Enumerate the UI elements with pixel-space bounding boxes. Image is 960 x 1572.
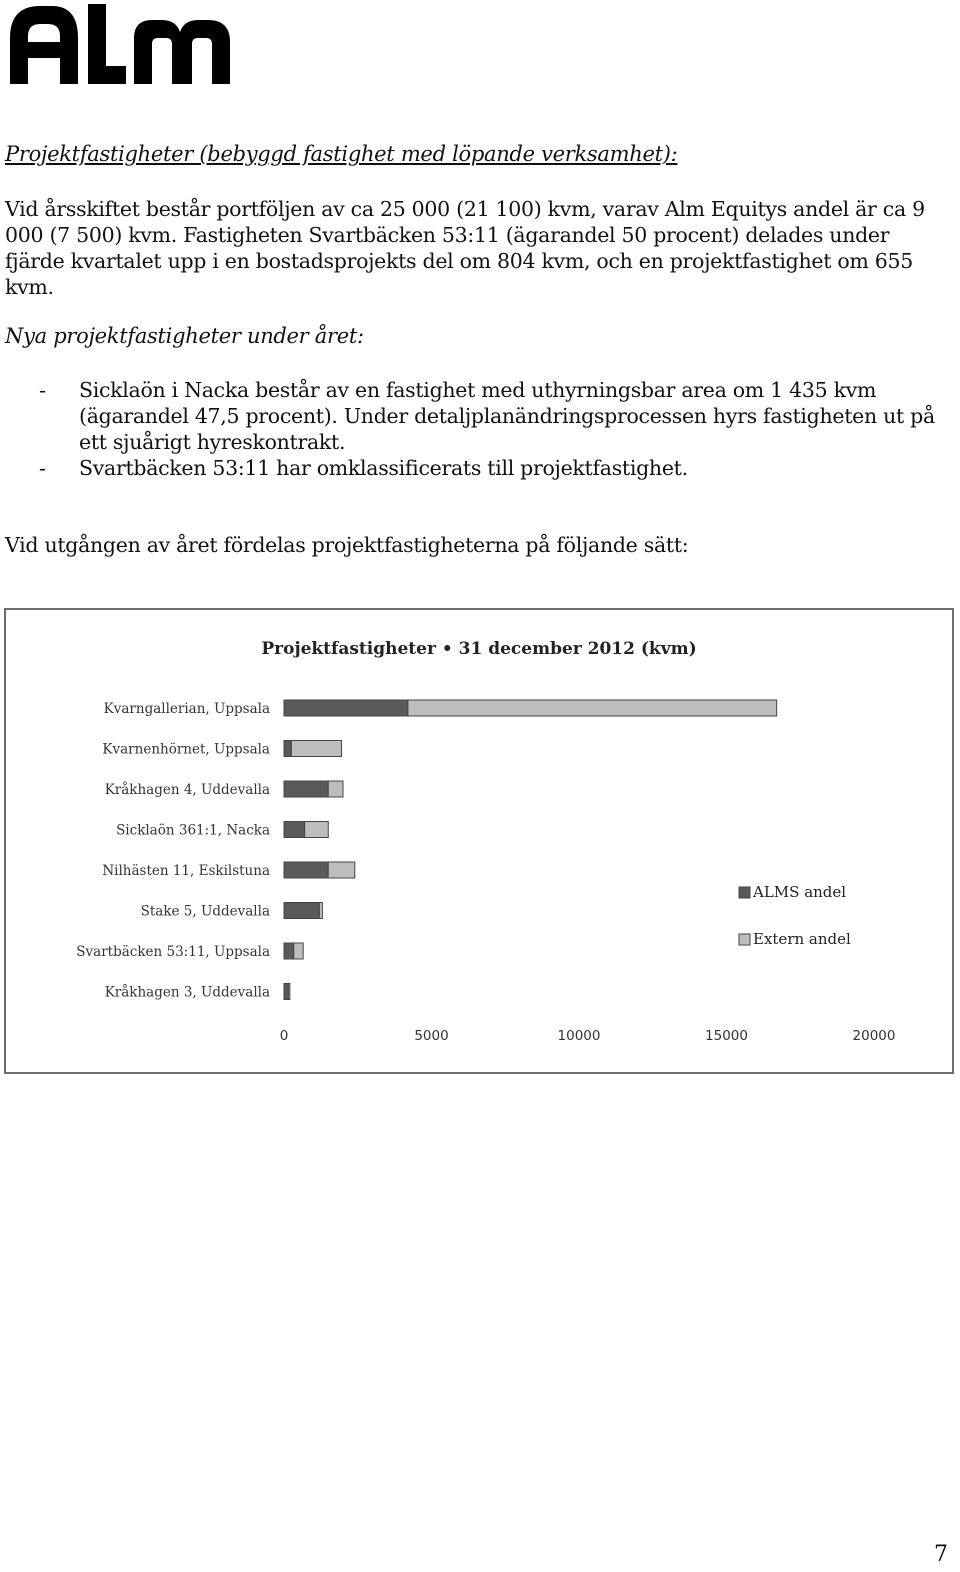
legend-label: Extern andel	[753, 930, 851, 948]
x-tick-label: 15000	[705, 1028, 748, 1044]
category-label: Sicklaön 361:1, Nacka	[116, 822, 270, 839]
category-label: Stake 5, Uddevalla	[140, 903, 270, 920]
section-heading: Projektfastigheter (bebyggd fastighet med löpande verksamhet):	[5, 142, 678, 166]
category-label: Kvarnenhörnet, Uppsala	[102, 741, 270, 758]
chart-frame	[4, 608, 954, 1074]
bar-segment	[291, 741, 341, 757]
bar-segment	[328, 862, 355, 878]
list-item	[5, 455, 935, 481]
new-projects-list	[5, 377, 935, 481]
list-marker: -	[39, 456, 46, 480]
bar-segment	[284, 943, 294, 959]
bar-segment	[319, 903, 322, 919]
x-tick-label: 0	[279, 1028, 289, 1044]
bar-segment	[284, 903, 319, 919]
bar-segment	[328, 781, 343, 797]
bar-segment	[284, 700, 408, 716]
x-tick-label: 5000	[414, 1028, 449, 1044]
alm-logo	[8, 2, 236, 86]
bar-segment	[284, 984, 288, 1000]
category-label: Nilhästen 11, Eskilstuna	[102, 863, 270, 879]
logo-letter-m	[134, 20, 230, 84]
bar-segment	[288, 984, 289, 1000]
legend-swatch	[739, 887, 750, 898]
page-number: 7	[934, 1542, 948, 1567]
portfolio-paragraph: Vid årsskiftet består portföljen av ca 25 000 (21 100) kvm, varav Alm Equitys andel är ca 9 000 (7 500) kvm. Fastigheten Svartbäcken 53:11 (ägarandel 50 procent) delades under fjärde kvartalet upp i en bostadsprojekts del om 804 kvm, och en projektfastighet om 655 kvm.	[5, 197, 925, 299]
bar-segment	[408, 700, 777, 716]
list-item-text: Sicklaön i Nacka består av en fastighet med uthyrningsbar area om 1 435 kvm (ägarandel 47,5 procent). Under detaljplanändringsprocessen hyrs fastigheten ut på ett sjuårigt hyreskontrakt.	[79, 378, 935, 454]
category-label: Kråkhagen 4, Uddevalla	[104, 782, 270, 798]
logo-letter-l	[88, 4, 126, 84]
x-tick-label: 10000	[557, 1028, 601, 1044]
logo-letter-a	[10, 6, 78, 84]
list-marker: -	[39, 378, 46, 402]
x-tick-label: 20000	[852, 1028, 896, 1044]
category-label: Kråkhagen 3, Uddevalla	[104, 984, 270, 1001]
chart-title: Projektfastigheter • 31 december 2012 (kvm)	[261, 639, 697, 659]
bar-segment	[284, 781, 328, 797]
category-label: Kvarngallerian, Uppsala	[103, 701, 270, 717]
category-label: Svartbäcken 53:11, Uppsala	[76, 944, 270, 960]
bar-segment	[284, 862, 328, 878]
list-item-text: Svartbäcken 53:11 har omklassificerats till projektfastighet.	[79, 456, 688, 480]
bar-segment	[305, 822, 329, 838]
bar-segment	[284, 741, 291, 757]
list-item	[5, 377, 935, 455]
new-projects-subheading: Nya projektfastigheter under året:	[5, 324, 364, 348]
bar-segment	[294, 943, 303, 959]
distribution-intro: Vid utgången av året fördelas projektfastigheterna på följande sätt:	[5, 533, 689, 557]
legend-label: ALMS andel	[753, 883, 847, 901]
bar-segment	[284, 822, 305, 838]
projektfastigheter-chart	[6, 610, 952, 1072]
legend-swatch	[739, 934, 750, 945]
